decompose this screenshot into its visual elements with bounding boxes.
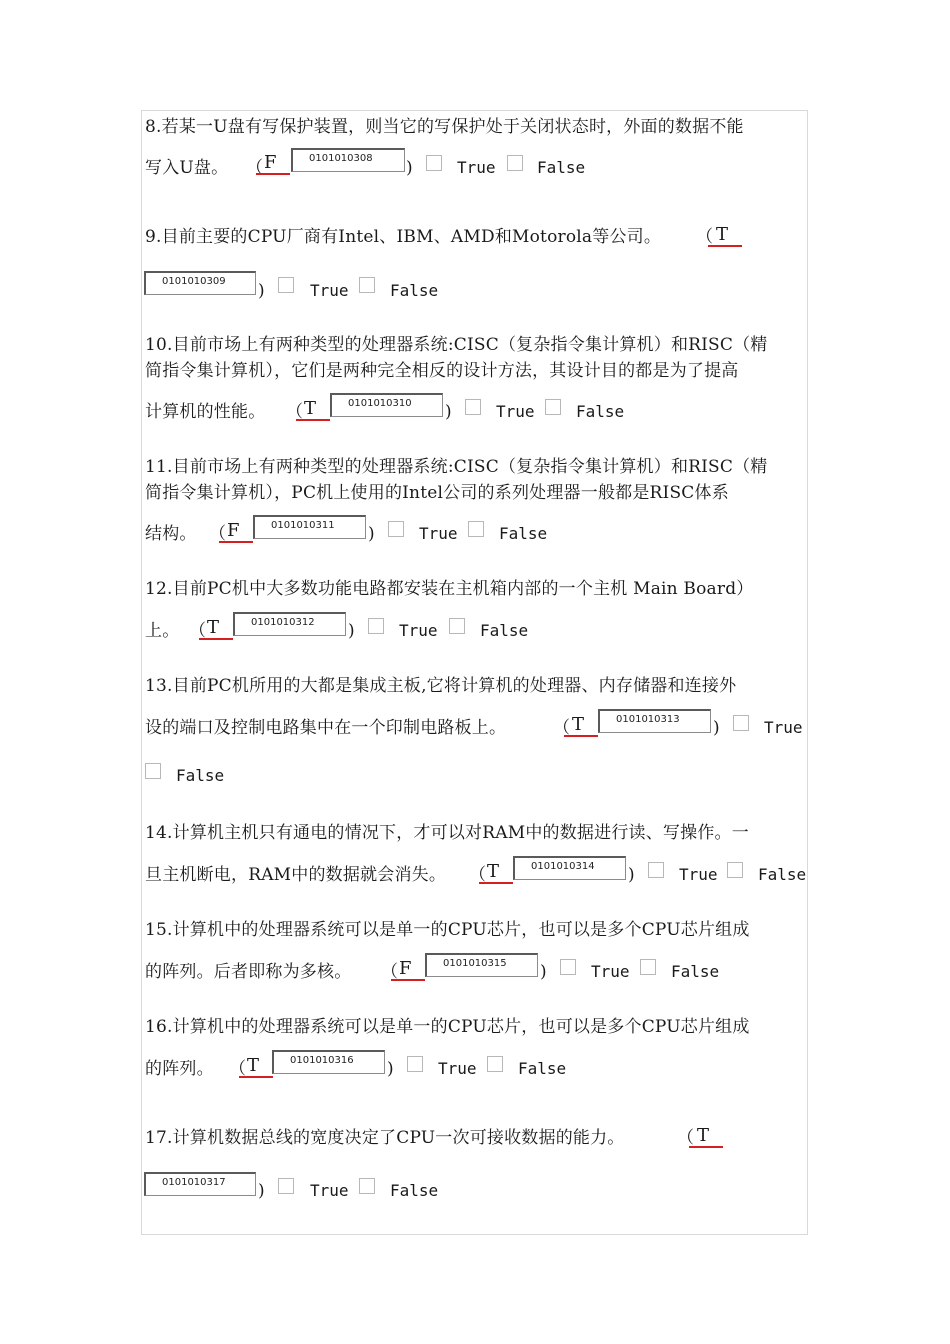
- open-paren: （: [246, 158, 263, 178]
- question-12-true-label: True: [399, 621, 438, 640]
- question-9-line-1: 9.目前主要的CPU厂商有Intel、IBM、AMD和Motorola等公司。: [145, 227, 662, 247]
- close-paren: ): [406, 158, 413, 178]
- question-10-answer: T: [296, 399, 330, 421]
- question-17-answer: T: [689, 1126, 723, 1148]
- question-8-false-checkbox[interactable]: [507, 155, 523, 171]
- question-13-true-checkbox[interactable]: [733, 715, 749, 731]
- question-14-false-label: False: [758, 865, 807, 884]
- question-14-line-2: 旦主机断电，RAM中的数据就会消失。: [145, 865, 447, 885]
- question-13-answer: T: [564, 715, 598, 737]
- question-17-false-label: False: [390, 1181, 439, 1200]
- question-9-false-label: False: [390, 281, 439, 300]
- close-paren: ): [258, 281, 265, 301]
- question-17-line-1: 17.计算机数据总线的宽度决定了CPU一次可接收数据的能力。: [145, 1128, 625, 1148]
- question-13-true-label: True: [764, 718, 803, 737]
- question-12-code-field[interactable]: 0101010312: [233, 612, 346, 636]
- close-paren: ): [348, 621, 355, 641]
- question-9-true-label: True: [310, 281, 349, 300]
- question-8-true-label: True: [457, 158, 496, 177]
- close-paren: ): [713, 718, 720, 738]
- question-17-code-field[interactable]: 0101010317: [144, 1172, 256, 1196]
- close-paren: ): [258, 1181, 265, 1201]
- question-15-code-field[interactable]: 0101010315: [425, 953, 538, 977]
- question-16-true-label: True: [438, 1059, 477, 1078]
- question-9-answer: T: [708, 225, 742, 247]
- question-13-code-field[interactable]: 0101010313: [598, 709, 711, 733]
- close-paren: ): [445, 402, 452, 422]
- open-paren: （: [553, 718, 570, 738]
- question-8-answer: F: [256, 153, 290, 175]
- question-14-true-checkbox[interactable]: [648, 862, 664, 878]
- question-11-answer: F: [219, 521, 253, 543]
- question-8-line-2: 写入U盘。: [145, 158, 229, 178]
- question-14-false-checkbox[interactable]: [727, 862, 743, 878]
- question-14-line-1: 14.计算机主机只有通电的情况下，才可以对RAM中的数据进行读、写操作。一: [145, 823, 749, 843]
- question-17-false-checkbox[interactable]: [359, 1178, 375, 1194]
- question-16-true-checkbox[interactable]: [407, 1056, 423, 1072]
- question-16-code-field[interactable]: 0101010316: [272, 1050, 385, 1074]
- question-16-false-label: False: [518, 1059, 567, 1078]
- question-11-true-checkbox[interactable]: [388, 521, 404, 537]
- question-15-false-label: False: [671, 962, 720, 981]
- question-10-line-3: 计算机的性能。: [145, 402, 266, 422]
- question-12-true-checkbox[interactable]: [368, 618, 384, 634]
- question-12-false-checkbox[interactable]: [449, 618, 465, 634]
- question-9-true-checkbox[interactable]: [278, 277, 294, 293]
- question-10-false-checkbox[interactable]: [545, 399, 561, 415]
- question-11-code-field[interactable]: 0101010311: [253, 515, 366, 539]
- question-9-code-field[interactable]: 0101010309: [144, 271, 256, 295]
- question-13-false-label: False: [176, 766, 225, 785]
- question-12-answer: T: [199, 618, 233, 640]
- question-10-code-field[interactable]: 0101010310: [330, 393, 443, 417]
- question-13-line-1: 13.目前PC机所用的大都是集成主板,它将计算机的处理器、内存储器和连接外: [145, 676, 737, 696]
- question-11-line-1: 11.目前市场上有两种类型的处理器系统:CISC（复杂指令集计算机）和RISC（精: [145, 457, 768, 477]
- question-14-answer: T: [479, 862, 513, 884]
- question-10-false-label: False: [576, 402, 625, 421]
- question-12-false-label: False: [480, 621, 529, 640]
- question-15-true-label: True: [591, 962, 630, 981]
- question-15-false-checkbox[interactable]: [640, 959, 656, 975]
- question-11-false-label: False: [499, 524, 548, 543]
- question-13-line-2: 设的端口及控制电路集中在一个印制电路板上。: [145, 718, 507, 738]
- open-paren: （: [381, 962, 398, 982]
- open-paren: （: [696, 227, 713, 247]
- question-12-line-1: 12.目前PC机中大多数功能电路都安装在主机箱内部的一个主机 Main Board）: [145, 579, 754, 599]
- question-14-true-label: True: [679, 865, 718, 884]
- question-15-true-checkbox[interactable]: [560, 959, 576, 975]
- question-15-line-1: 15.计算机中的处理器系统可以是单一的CPU芯片，也可以是多个CPU芯片组成: [145, 920, 750, 940]
- close-paren: ): [540, 962, 547, 982]
- question-11-line-3: 结构。: [145, 524, 197, 544]
- question-10-true-label: True: [496, 402, 535, 421]
- close-paren: ): [628, 865, 635, 885]
- question-11-line-2: 简指令集计算机），PC机上使用的Intel公司的系列处理器一般都是RISC体系: [145, 483, 729, 503]
- question-8-code-field[interactable]: 0101010308: [291, 148, 405, 172]
- question-16-line-2: 的阵列。: [145, 1059, 214, 1079]
- question-17-true-checkbox[interactable]: [278, 1178, 294, 1194]
- question-11-true-label: True: [419, 524, 458, 543]
- open-paren: （: [229, 1059, 246, 1079]
- question-15-answer: F: [391, 959, 425, 981]
- question-10-line-2: 简指令集计算机），它们是两种完全相反的设计方法，其设计目的都是为了提高: [145, 361, 739, 381]
- question-15-line-2: 的阵列。后者即称为多核。: [145, 962, 352, 982]
- question-8-true-checkbox[interactable]: [426, 155, 442, 171]
- question-9-false-checkbox[interactable]: [359, 277, 375, 293]
- question-16-line-1: 16.计算机中的处理器系统可以是单一的CPU芯片，也可以是多个CPU芯片组成: [145, 1017, 750, 1037]
- question-8-false-label: False: [537, 158, 586, 177]
- question-12-line-2: 上。: [145, 621, 180, 641]
- question-10-true-checkbox[interactable]: [465, 399, 481, 415]
- question-16-answer: T: [239, 1056, 273, 1078]
- question-16-false-checkbox[interactable]: [487, 1056, 503, 1072]
- question-10-line-1: 10.目前市场上有两种类型的处理器系统:CISC（复杂指令集计算机）和RISC（精: [145, 335, 768, 355]
- question-17-true-label: True: [310, 1181, 349, 1200]
- question-13-false-checkbox[interactable]: [145, 763, 161, 779]
- open-paren: （: [189, 621, 206, 641]
- open-paren: （: [469, 865, 486, 885]
- open-paren: （: [209, 524, 226, 544]
- question-8-line-1: 8.若某一U盘有写保护装置，则当它的写保护处于关闭状态时，外面的数据不能: [145, 117, 744, 137]
- question-14-code-field[interactable]: 0101010314: [513, 856, 626, 880]
- close-paren: ): [387, 1059, 394, 1079]
- question-11-false-checkbox[interactable]: [468, 521, 484, 537]
- close-paren: ): [368, 524, 375, 544]
- open-paren: （: [286, 402, 303, 422]
- open-paren: （: [677, 1128, 694, 1148]
